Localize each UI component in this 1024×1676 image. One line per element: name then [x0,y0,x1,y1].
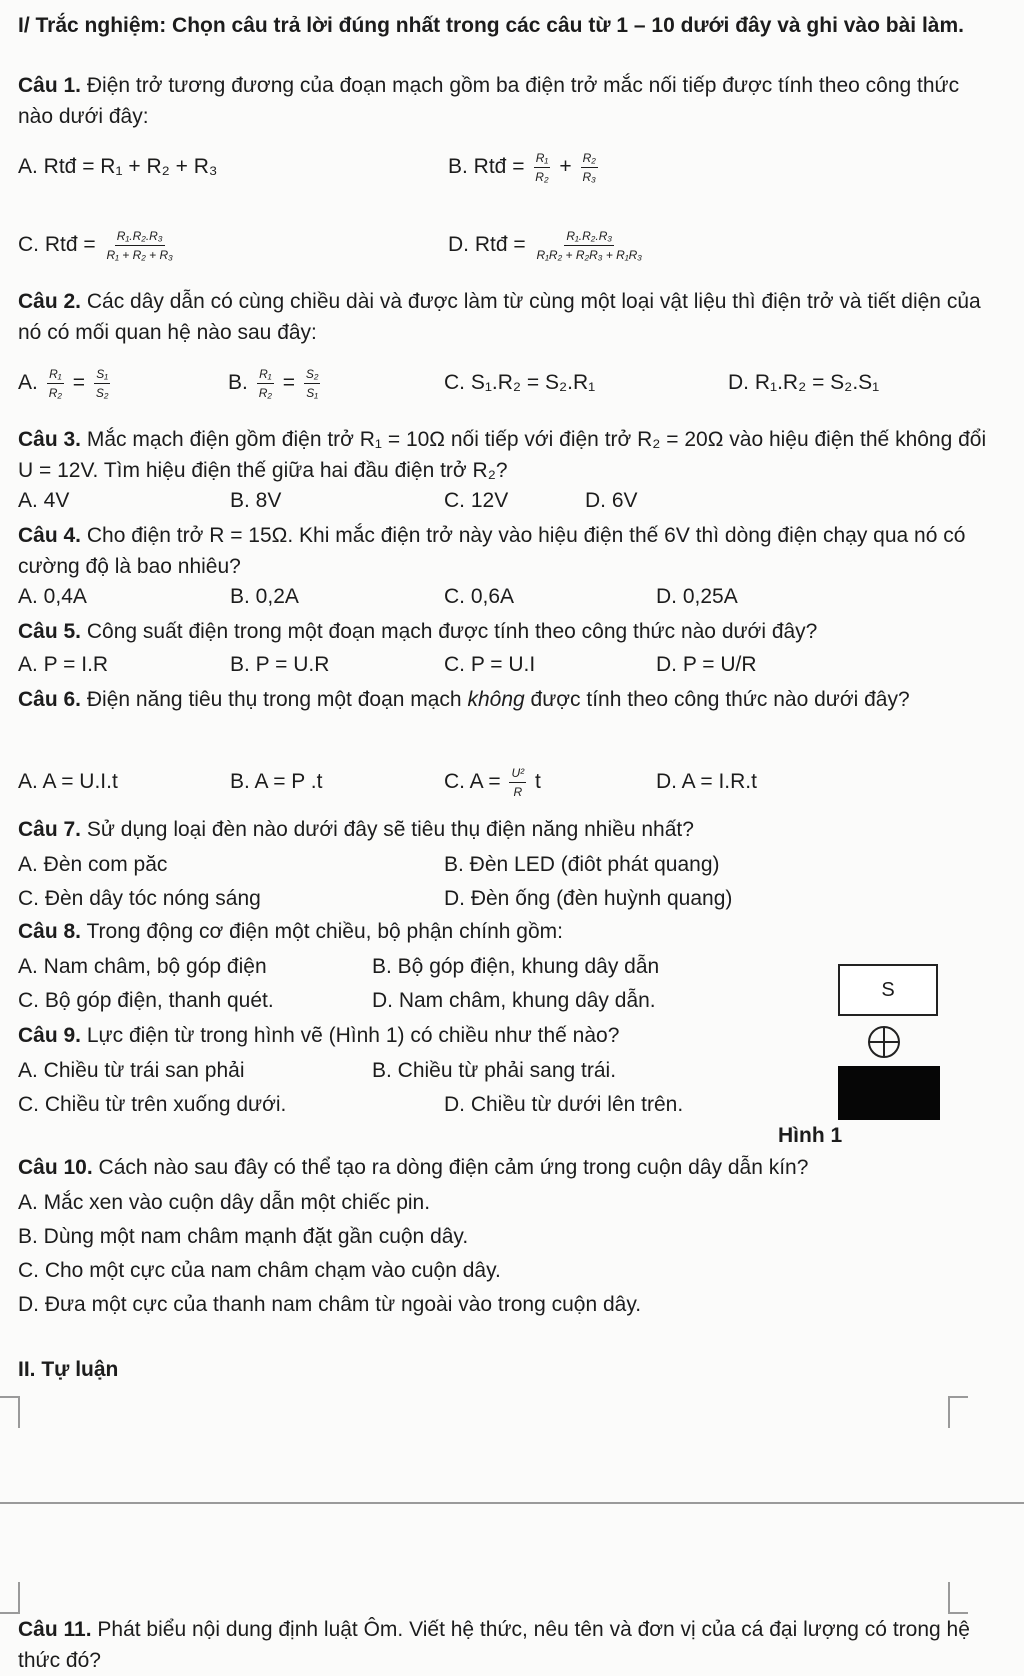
q1-option-b [448,146,601,188]
q3-option-a: A. 4V [18,489,70,512]
q3-option-d: D. 6V [585,489,638,512]
figure-caption: Hình 1 [778,1124,843,1147]
q4-option-b: B. 0,2A [230,585,299,608]
magnet-north-pole [838,1066,940,1120]
question-7-label: Câu 7. [18,818,82,841]
q6-options [0,760,1024,804]
q8-options-row-1 [0,950,820,984]
question-10-label: Câu 10. [18,1156,93,1179]
q7-option-d: D. Đèn ống (đèn huỳnh quang) [444,887,733,910]
question-2-text: Các dây dẫn có cùng chiều dài và được làm từ cùng một loại vật liệu thì điện trở và tiết diện của nó có mối quan hệ nào sau đây: [18,290,981,344]
q6-option-a: A. A = U.I.t [18,770,118,793]
page-break-line [0,1502,1024,1504]
q10-option-b: B. Dùng một nam châm mạnh đặt gần cuộn dây. [18,1225,469,1248]
q5-options [0,648,1024,682]
q6-c-prefix: C. A = [444,770,501,793]
q6-c-fraction [509,766,526,799]
q3-option-c: C. 12V [444,489,509,512]
q2-option-a [18,360,113,406]
q2-option-d [728,366,879,400]
conductor-current-in-icon [866,1024,902,1060]
q10-option-d: D. Đưa một cực của thanh nam châm từ ngoài vào trong cuộn dây. [18,1293,642,1316]
q2-option-b [228,360,323,406]
question-2-label: Câu 2. [18,290,82,313]
q1-option-a [18,150,217,184]
q4-option-a: A. 0,4A [18,585,87,608]
question-4-label: Câu 4. [18,524,82,547]
q8-option-b: B. Bộ góp điện, khung dây dẫn [372,955,660,978]
question-6-text-after: được tính theo công thức nào dưới đây? [530,688,910,711]
q1-b-fraction-2 [581,151,598,184]
page-corner-bottom-left [0,1582,20,1614]
magnet-south-label: S [881,978,895,1001]
question-3 [18,424,993,486]
q5-option-d: D. P = U/R [656,653,757,676]
q7-option-c: C. Đèn dây tóc nóng sáng [18,887,261,910]
q10-option-c: C. Cho một cực của nam châm chạm vào cuộn dây. [18,1259,501,1282]
q5-option-b: B. P = U.R [230,653,330,676]
q7-options-row-1 [0,848,1024,882]
q7-option-a: A. Đèn com păc [18,853,168,876]
q9-options-row-2 [0,1088,820,1122]
section-1-title [18,10,978,41]
q2-a-ln: R₁ [47,367,63,384]
q9-option-d: D. Chiều từ dưới lên trên. [444,1093,684,1116]
q2-b-eq: = [282,371,296,394]
q2-a-ld: R₂ [48,385,62,400]
magnet-south-pole [838,964,938,1016]
q1-b-plus: + [559,155,572,178]
question-2 [18,286,993,348]
section-1-title-text: I/ Trắc nghiệm: Chọn câu trả lời đúng nhất trong các câu từ 1 – 10 dưới đây và ghi vào bài làm. [18,14,964,37]
q6-option-b: B. A = P .t [230,770,323,793]
q1-c-fraction [104,229,174,262]
question-4 [18,520,993,582]
page-corner-top-right [948,1396,968,1428]
question-10-text: Cách nào sau đây có thể tạo ra dòng điện cảm ứng trong cuộn dây dẫn kín? [98,1156,809,1179]
q1-b-f2-den: R₃ [582,169,596,184]
page-corner-bottom-right [948,1582,968,1614]
q2-a-eq: = [72,371,86,394]
q1-b-f1-den: R₂ [535,169,549,184]
question-6-text-em: không [467,688,525,711]
q1-d-fraction [534,229,644,262]
q2-b-ld: R₂ [258,385,272,400]
q2-b-prefix: B. [228,371,248,394]
q5-option-a: A. P = I.R [18,653,109,676]
question-8-label: Câu 8. [18,920,82,943]
q2-a-rn: S₁ [94,367,110,384]
q1-b-fraction-1 [533,151,550,184]
page-corner-top-left [0,1396,20,1428]
q5-option-c: C. P = U.I [444,653,536,676]
q1-d-den: R₁R₂ + R₂R₃ + R₁R₃ [536,247,643,262]
q4-option-c: C. 0,6A [444,585,515,608]
question-9-text: Lực điện từ trong hình vẽ (Hình 1) có chiều như thế nào? [86,1024,620,1047]
question-9 [18,1020,818,1051]
q6-c-num: U² [509,766,526,783]
q1-c-num: R₁.R₂.R₃ [115,229,165,246]
section-2-title-text: II. Tự luận [18,1358,119,1381]
q9-option-b: B. Chiều từ phải sang trái. [372,1059,617,1082]
q2-option-c [444,366,595,400]
question-6-text-before: Điện năng tiêu thụ trong một đoạn mạch [86,688,462,711]
q2-a-right-fraction [94,367,111,400]
q7-option-b: B. Đèn LED (điôt phát quang) [444,853,720,876]
q2-b-left-fraction [257,367,274,400]
question-4-text: Cho điện trở R = 15Ω. Khi mắc điện trở này vào hiệu điện thế 6V thì dòng điện chạy qua nó có cường độ là bao nhiêu? [18,524,966,578]
question-7 [18,814,993,845]
q1-option-c-prefix: C. Rtđ = [18,233,96,256]
q8-options-row-2 [0,984,820,1018]
question-11-text: Phát biểu nội dung định luật Ôm. Viết hệ thức, nêu tên và đơn vị của cá đại lượng có trong hệ thức đó? [18,1618,970,1672]
q9-options-row-1 [0,1054,820,1088]
q8-option-a: A. Nam châm, bộ góp điện [18,955,267,978]
question-10 [18,1152,993,1183]
question-3-text: Mắc mạch điện gồm điện trở R₁ = 10Ω nối tiếp với điện trở R₂ = 20Ω vào hiệu điện thế không đổi U = 12V. Tìm hiệu điện thế giữa hai đầu điện trở R₂? [18,428,987,482]
q1-c-den: R₁ + R₂ + R₃ [106,247,173,262]
q6-c-den: R [513,784,523,799]
q2-b-rn: S₂ [304,367,321,384]
q1-option-a-text: A. Rtđ = R₁ + R₂ + R₃ [18,155,218,178]
question-6-label: Câu 6. [18,688,82,711]
q1-option-d [448,222,647,268]
question-8 [18,916,993,947]
q9-option-c: C. Chiều từ trên xuống dưới. [18,1093,287,1116]
q4-options [0,580,1024,614]
question-11-label: Câu 11. [18,1618,92,1641]
question-3-label: Câu 3. [18,428,82,451]
q4-option-d: D. 0,25A [656,585,738,608]
q3-options [0,484,1024,518]
question-1-text: Điện trở tương đương của đoạn mạch gồm ba điện trở mắc nối tiếp được tính theo công thức nào dưới đây: [18,74,960,128]
q3-option-b: B. 8V [230,489,282,512]
question-5-text: Công suất điện trong một đoạn mạch được tính theo công thức nào dưới đây? [86,620,818,643]
q2-b-ln: R₁ [257,367,273,384]
question-5 [18,616,993,647]
question-8-text: Trong động cơ điện một chiều, bộ phận chính gồm: [86,920,563,943]
q10-option-a: A. Mắc xen vào cuộn dây dẫn một chiếc pin. [18,1191,431,1214]
q1-option-c [18,222,178,268]
q2-option-c-text: C. S₁.R₂ = S₂.R₁ [444,371,596,394]
q2-a-prefix: A. [18,371,38,394]
q9-option-a: A. Chiều từ trái san phải [18,1059,245,1082]
q6-c-suffix: t [534,770,541,793]
q1-option-b-prefix: B. Rtđ = [448,155,525,178]
q1-b-f1-num: R₁ [534,151,550,168]
question-5-label: Câu 5. [18,620,82,643]
q8-option-c: C. Bộ góp điện, thanh quét. [18,989,274,1012]
q2-a-left-fraction [47,367,64,400]
question-6 [18,684,993,715]
q2-option-d-text: D. R₁.R₂ = S₂.S₁ [728,371,880,394]
q1-b-f2-num: R₂ [581,151,598,168]
q6-option-d: D. A = I.R.t [656,770,757,793]
question-9-label: Câu 9. [18,1024,82,1047]
question-7-text: Sử dụng loại đèn nào dưới đây sẽ tiêu thụ điện năng nhiều nhất? [86,818,694,841]
section-2-title [18,1354,978,1385]
q1-option-d-prefix: D. Rtđ = [448,233,526,256]
q2-b-right-fraction [304,367,321,400]
q2-b-rd: S₁ [306,385,319,400]
question-11 [18,1614,993,1676]
q2-a-rd: S₂ [95,385,109,400]
q6-option-c [444,760,541,804]
q8-option-d: D. Nam châm, khung dây dẫn. [372,989,656,1012]
q1-d-num: R₁.R₂.R₃ [564,229,614,246]
question-1-label: Câu 1. [18,74,82,97]
q7-options-row-2 [0,882,1024,916]
question-1 [18,70,993,132]
